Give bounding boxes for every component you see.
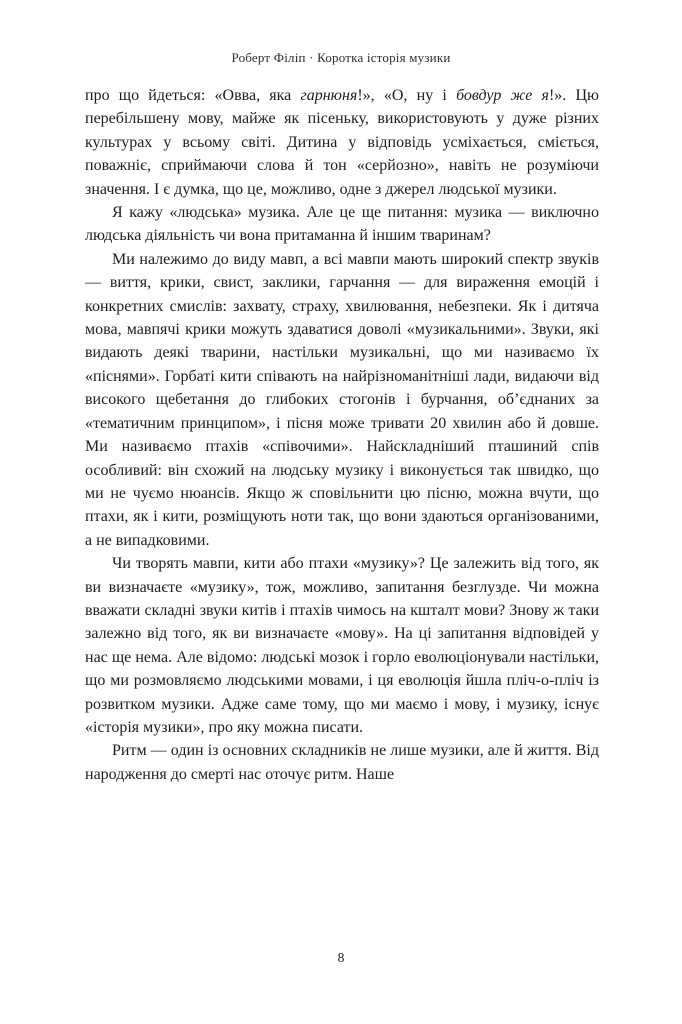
- paragraph: [85, 84, 599, 201]
- text-run: Я кажу «людська» музика. Але це ще питання: музика — виключно людська діяльність чи вона притаманна й іншим тваринам?: [85, 204, 599, 245]
- text-run: Ритм — один із основних складників не лише музики, але й життя. Від народження до смерті нас оточує ритм. Наше: [85, 742, 599, 783]
- text-run: Ми належимо до виду мавп, а всі мавпи мають широкий спектр звуків — виття, крики, свист, заклики, гарчання — для вираження емоцій і конкретних смислів: захвату, страху, хвилювання, небезпеки. Як і дитяча мова, мавпячі крики можуть здаватися доволі «музикальними». Звуки, які видають деякі тварини, настільки музикальні, що ми називаємо їх «піснями». Горбаті кити співають на найрізноманітніші лади, видаючи від високого щебетання до глибоких стогонів і бурчання, об’єднаних за «тематичним принципом», і пісня може тривати 20 хвилин або й довше. Ми називаємо птахів «співочими». Найскладніший пташиний спів особливий: він схожий на людську музику і виконується так швидко, що ми не чуємо нюансів. Якщо ж сповільнити цю пісню, можна вчути, що птахи, як і кити, розміщують ноти так, що вони здаються організованими, а не випадковими.: [85, 250, 599, 549]
- text-run: !». Цю перебільшену мову, майже як пісеньку, використовують у дуже різних культурах у всьому світі. Дитина у відповідь усміхається, сміється, поважніє, сприймаючи слова й тон «серйозно», навіть не розуміючи значення. І є думка, що це, можливо, одне з джерел людської музики.: [85, 87, 599, 198]
- italic-text-run: бовдур же я: [456, 87, 549, 104]
- text-run: про що йдеться: «Овва, яка: [85, 87, 301, 104]
- page-number: 8: [337, 950, 345, 965]
- paragraph: [85, 201, 599, 248]
- paragraph: [85, 552, 599, 739]
- running-header: Роберт Філіп · Коротка історія музики: [231, 50, 451, 65]
- paragraph: [85, 248, 599, 552]
- page-text: [85, 84, 599, 786]
- text-run: !», «О, ну і: [357, 87, 457, 104]
- text-run: Чи творять мавпи, кити або птахи «музику»? Це залежить від того, як ви визначаєте «музику», тож, можливо, запитання безглузде. Чи можна вважати складні звуки китів і птахів чимось на кшталт мови? Знову ж таки залежно від того, як ви визначаєте «мову». На ці запитання відповідей у нас ще нема. Але відомо: людські мозок і горло еволюціонували настільки, що ми розмовляємо людськими мовами, і ця еволюція йшла пліч-о-пліч із розвитком музики. Адже саме тому, що ми маємо і мову, і музику, існує «історія музики», про яку можна писати.: [85, 555, 599, 736]
- paragraph: [85, 739, 599, 786]
- italic-text-run: гарнюня: [300, 87, 358, 104]
